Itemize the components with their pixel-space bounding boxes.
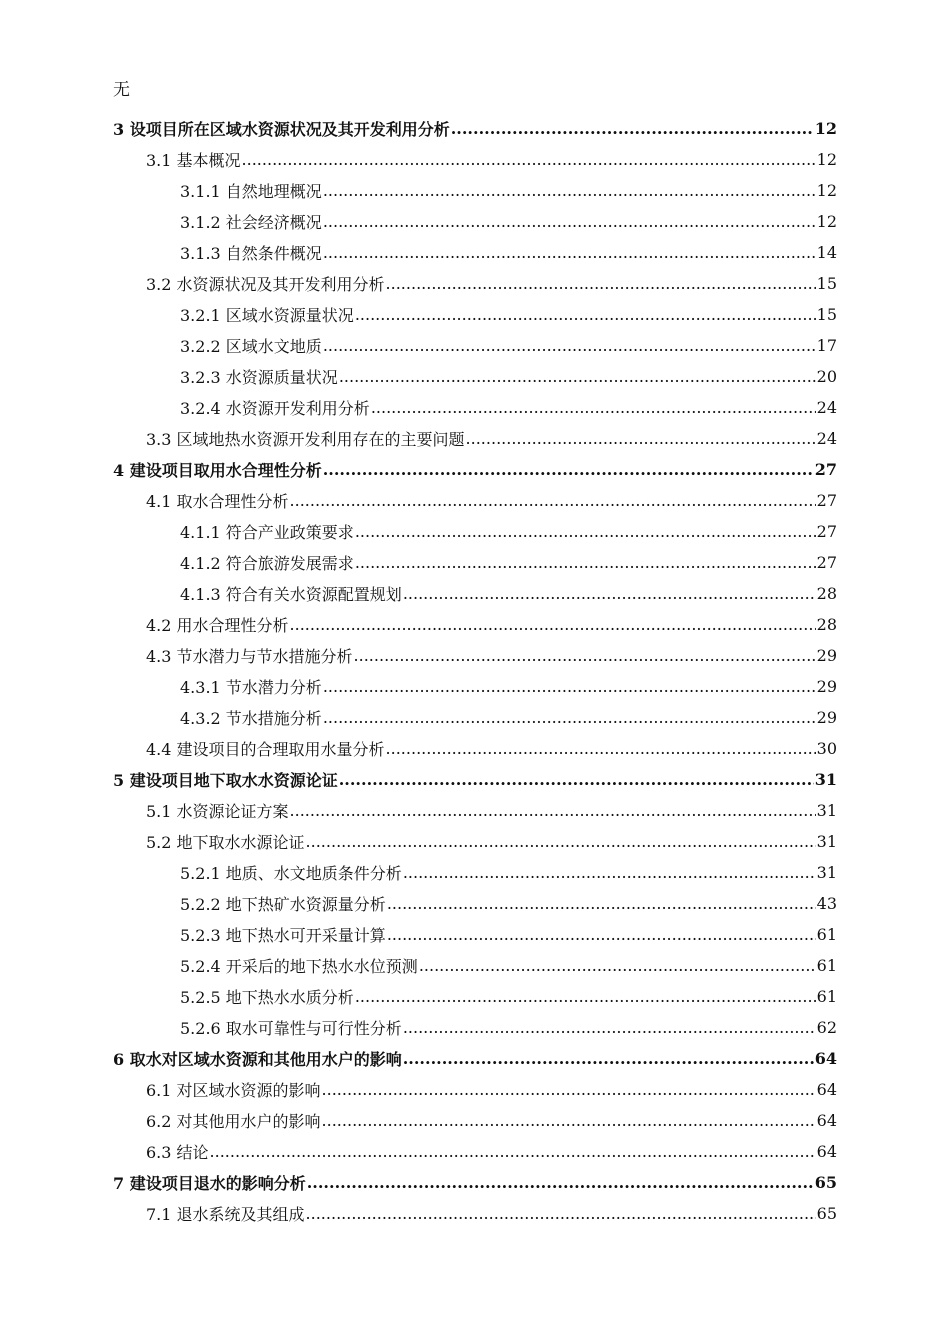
- toc-dot-leader: [451, 119, 814, 138]
- toc-entry[interactable]: [113, 144, 837, 175]
- toc-page-number: 24: [816, 429, 837, 448]
- toc-page-number: 24: [816, 398, 837, 417]
- toc-page-number: 27: [814, 460, 837, 479]
- toc-entry-title: 4.1.3 符合有关水资源配置规划: [180, 585, 402, 604]
- toc-entry[interactable]: [113, 516, 837, 547]
- toc-entry-title: 5.2.5 地下热水水质分析: [180, 988, 354, 1007]
- toc-dot-leader: [371, 398, 816, 417]
- toc-dot-leader: [339, 367, 816, 386]
- toc-dot-leader: [323, 677, 816, 696]
- toc-entry-title: 3.1.2 社会经济概况: [180, 213, 322, 232]
- toc-entry-title: 3.2.1 区域水资源量状况: [180, 306, 354, 325]
- toc-dot-leader: [322, 1111, 816, 1130]
- toc-dot-leader: [323, 336, 816, 355]
- toc-entry[interactable]: [113, 795, 837, 826]
- header-character: 无: [113, 80, 130, 100]
- toc-entry[interactable]: [113, 330, 837, 361]
- toc-dot-leader: [290, 801, 816, 820]
- toc-entry-title: 5 建设项目地下取水水资源论证: [113, 771, 338, 790]
- toc-page-number: 29: [816, 677, 837, 696]
- toc-entry-title: 3.2 水资源状况及其开发利用分析: [146, 275, 385, 294]
- toc-entry[interactable]: [113, 609, 837, 640]
- toc-entry[interactable]: [113, 392, 837, 423]
- toc-dot-leader: [403, 863, 816, 882]
- toc-page-number: 64: [816, 1142, 837, 1161]
- toc-page-number: 29: [816, 646, 837, 665]
- toc-entry[interactable]: [113, 888, 837, 919]
- toc-page-number: 12: [816, 181, 837, 200]
- toc-entry-title: 6.1 对区域水资源的影响: [146, 1081, 321, 1100]
- toc-entry[interactable]: [113, 764, 837, 795]
- toc-page-number: 43: [816, 894, 837, 913]
- toc-page-number: 12: [816, 212, 837, 231]
- toc-entry[interactable]: [113, 1043, 837, 1074]
- toc-entry[interactable]: [113, 1198, 837, 1229]
- toc-dot-leader: [355, 553, 816, 572]
- toc-entry[interactable]: [113, 919, 837, 950]
- toc-entry-title: 5.2.4 开采后的地下热水水位预测: [180, 957, 418, 976]
- toc-page-number: 64: [816, 1080, 837, 1099]
- toc-entry-title: 4.1.2 符合旅游发展需求: [180, 554, 354, 573]
- toc-dot-leader: [290, 615, 816, 634]
- toc-dot-leader: [323, 708, 816, 727]
- toc-entry[interactable]: [113, 299, 837, 330]
- toc-entry-title: 6.3 结论: [146, 1143, 209, 1162]
- toc-page-number: 30: [816, 739, 837, 758]
- toc-page-number: 65: [816, 1204, 837, 1223]
- toc-page-number: 31: [816, 832, 837, 851]
- toc-entry-title: 3.2.2 区域水文地质: [180, 337, 322, 356]
- toc-entry-title: 3.2.4 水资源开发利用分析: [180, 399, 370, 418]
- toc-page-number: 12: [816, 150, 837, 169]
- toc-page-number: 31: [814, 770, 837, 789]
- table-of-contents: [113, 113, 837, 1229]
- toc-dot-leader: [403, 1049, 814, 1068]
- toc-dot-leader: [403, 1018, 816, 1037]
- toc-entry-title: 4.2 用水合理性分析: [146, 616, 289, 635]
- toc-entry[interactable]: [113, 547, 837, 578]
- toc-entry-title: 4.3.1 节水潜力分析: [180, 678, 322, 697]
- toc-entry[interactable]: [113, 361, 837, 392]
- toc-page-number: 61: [816, 925, 837, 944]
- toc-page-number: 64: [816, 1111, 837, 1130]
- toc-page-number: 28: [816, 615, 837, 634]
- toc-entry-title: 5.2.6 取水可靠性与可行性分析: [180, 1019, 402, 1038]
- toc-page-number: 61: [816, 956, 837, 975]
- toc-entry[interactable]: [113, 578, 837, 609]
- toc-dot-leader: [386, 274, 816, 293]
- toc-dot-leader: [354, 646, 816, 665]
- toc-page-number: 15: [816, 305, 837, 324]
- toc-entry[interactable]: [113, 702, 837, 733]
- toc-page-number: 27: [816, 553, 837, 572]
- toc-entry-title: 3.1.3 自然条件概况: [180, 244, 322, 263]
- toc-entry-title: 3.2.3 水资源质量状况: [180, 368, 338, 387]
- toc-entry-title: 4.3 节水潜力与节水措施分析: [146, 647, 353, 666]
- toc-entry[interactable]: [113, 1074, 837, 1105]
- toc-dot-leader: [419, 956, 816, 975]
- toc-dot-leader: [242, 150, 816, 169]
- toc-entry[interactable]: [113, 1136, 837, 1167]
- toc-page-number: 64: [814, 1049, 837, 1068]
- toc-dot-leader: [323, 212, 816, 231]
- toc-entry[interactable]: [113, 175, 837, 206]
- toc-page-number: 31: [816, 801, 837, 820]
- toc-page-number: 27: [816, 491, 837, 510]
- toc-dot-leader: [210, 1142, 816, 1161]
- toc-entry[interactable]: [113, 826, 837, 857]
- toc-entry-title: 5.2 地下取水水源论证: [146, 833, 305, 852]
- toc-entry-title: 5.2.1 地质、水文地质条件分析: [180, 864, 402, 883]
- toc-dot-leader: [306, 832, 816, 851]
- toc-entry[interactable]: [113, 981, 837, 1012]
- toc-entry-title: 7.1 退水系统及其组成: [146, 1205, 305, 1224]
- toc-entry[interactable]: [113, 423, 837, 454]
- toc-dot-leader: [339, 770, 814, 789]
- toc-entry-title: 4.1 取水合理性分析: [146, 492, 289, 511]
- toc-entry[interactable]: [113, 237, 837, 268]
- toc-dot-leader: [306, 1204, 816, 1223]
- toc-entry-title: 6.2 对其他用水户的影响: [146, 1112, 321, 1131]
- toc-entry-title: 7 建设项目退水的影响分析: [113, 1174, 306, 1193]
- toc-entry-title: 6 取水对区域水资源和其他用水户的影响: [113, 1050, 402, 1069]
- toc-dot-leader: [355, 522, 816, 541]
- toc-dot-leader: [322, 1080, 816, 1099]
- toc-page-number: 14: [816, 243, 837, 262]
- toc-page-number: 65: [814, 1173, 837, 1192]
- toc-page-number: 20: [816, 367, 837, 386]
- toc-dot-leader: [307, 1173, 814, 1192]
- toc-dot-leader: [290, 491, 816, 510]
- toc-entry-title: 5.2.2 地下热矿水资源量分析: [180, 895, 386, 914]
- toc-entry-title: 3.3 区域地热水资源开发利用存在的主要问题: [146, 430, 465, 449]
- toc-entry-title: 4.4 建设项目的合理取用水量分析: [146, 740, 385, 759]
- toc-page-number: 15: [816, 274, 837, 293]
- toc-entry[interactable]: [113, 485, 837, 516]
- toc-entry-title: 3.1.1 自然地理概况: [180, 182, 322, 201]
- toc-dot-leader: [466, 429, 816, 448]
- toc-dot-leader: [387, 894, 816, 913]
- toc-entry-title: 3 设项目所在区域水资源状况及其开发利用分析: [113, 120, 450, 139]
- toc-page-number: 28: [816, 584, 837, 603]
- toc-dot-leader: [355, 305, 816, 324]
- toc-page-number: 61: [816, 987, 837, 1006]
- toc-entry[interactable]: [113, 268, 837, 299]
- toc-dot-leader: [403, 584, 816, 603]
- toc-page-number: 62: [816, 1018, 837, 1037]
- toc-page-number: 29: [816, 708, 837, 727]
- toc-entry[interactable]: [113, 113, 837, 144]
- toc-entry-title: 4 建设项目取用水合理性分析: [113, 461, 322, 480]
- toc-page-number: 17: [816, 336, 837, 355]
- toc-entry[interactable]: [113, 206, 837, 237]
- toc-dot-leader: [323, 181, 816, 200]
- toc-entry[interactable]: [113, 1012, 837, 1043]
- toc-page-number: 12: [814, 119, 837, 138]
- toc-dot-leader: [386, 739, 816, 758]
- toc-entry-title: 4.1.1 符合产业政策要求: [180, 523, 354, 542]
- toc-entry-title: 5.2.3 地下热水可开采量计算: [180, 926, 386, 945]
- toc-page-number: 27: [816, 522, 837, 541]
- toc-entry[interactable]: [113, 640, 837, 671]
- toc-entry-title: 5.1 水资源论证方案: [146, 802, 289, 821]
- toc-entry-title: 4.3.2 节水措施分析: [180, 709, 322, 728]
- toc-entry[interactable]: [113, 733, 837, 764]
- toc-dot-leader: [323, 460, 814, 479]
- toc-dot-leader: [387, 925, 816, 944]
- toc-entry[interactable]: [113, 671, 837, 702]
- toc-dot-leader: [323, 243, 816, 262]
- toc-entry[interactable]: [113, 1105, 837, 1136]
- toc-dot-leader: [355, 987, 816, 1006]
- toc-entry-title: 3.1 基本概况: [146, 151, 241, 170]
- toc-entry[interactable]: [113, 454, 837, 485]
- toc-entry[interactable]: [113, 857, 837, 888]
- toc-entry[interactable]: [113, 950, 837, 981]
- toc-page-number: 31: [816, 863, 837, 882]
- toc-entry[interactable]: [113, 1167, 837, 1198]
